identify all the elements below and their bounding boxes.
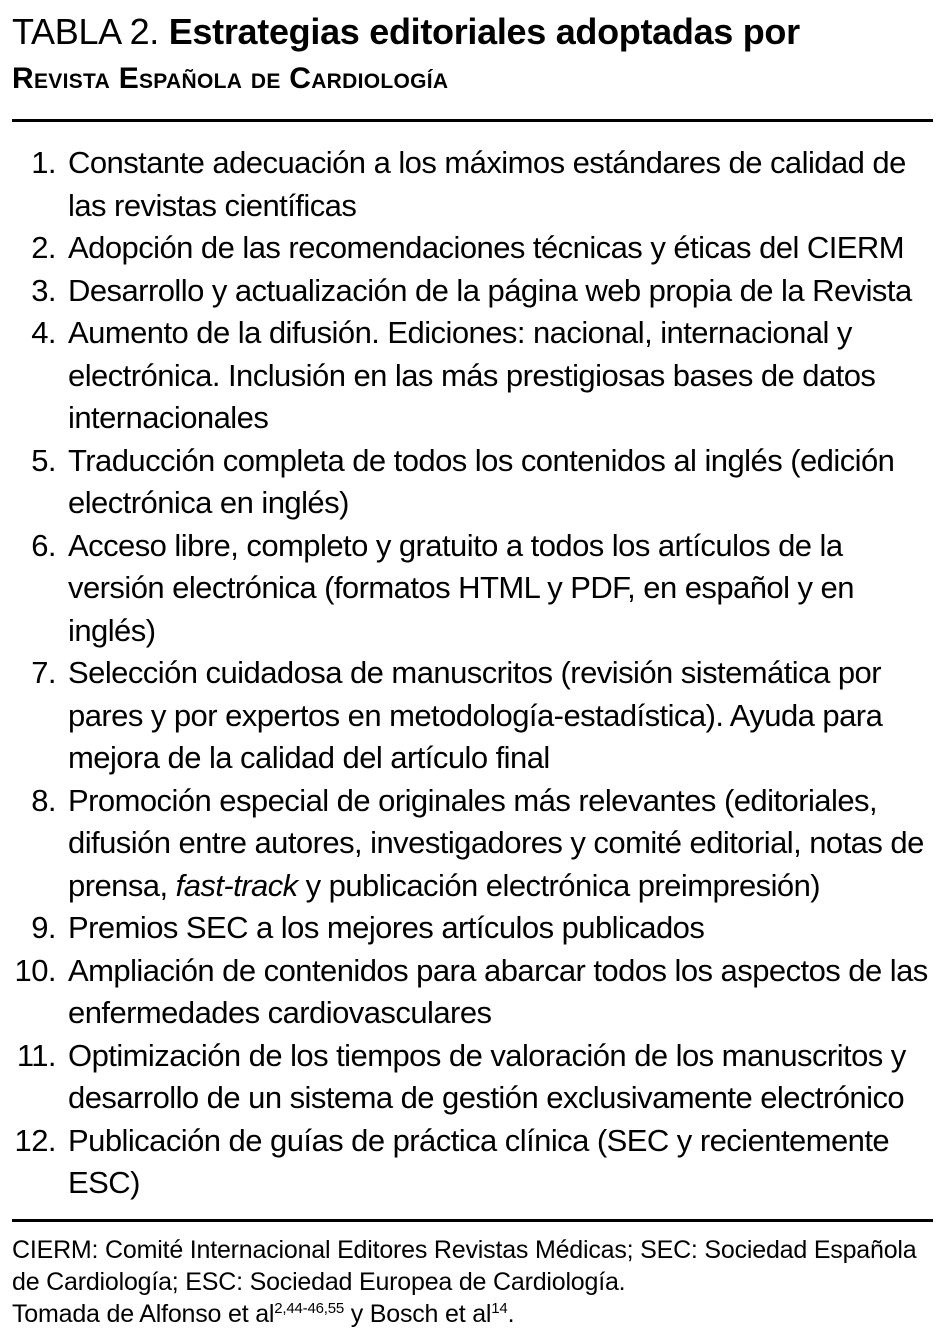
list-item	[12, 440, 933, 525]
item-text: Premios SEC a los mejores artículos publicados	[68, 910, 705, 945]
item-text: Traducción completa de todos los contenidos al inglés (edición electrónica en inglés)	[68, 442, 895, 520]
list-item	[12, 227, 933, 270]
source-note	[12, 1298, 933, 1330]
item-number: 10.	[14, 952, 56, 988]
item-number: 8.	[31, 782, 56, 818]
item-number: 11.	[16, 1037, 56, 1073]
list-item	[12, 270, 933, 313]
list-item	[12, 907, 933, 950]
table-label: TABLA 2.	[12, 11, 160, 52]
source-ref-1: 2,44-46,55	[274, 1299, 344, 1317]
list-item	[12, 652, 933, 780]
abbreviations-note: CIERM: Comité Internacional Editores Revistas Médicas; SEC: Sociedad Española de Cardiología; ESC: Sociedad Europea de Cardiología.	[12, 1235, 917, 1296]
list-item	[12, 525, 933, 653]
table-title	[12, 10, 933, 99]
item-text: Ampliación de contenidos para abarcar todos los aspectos de las enfermedades cardiovasculares	[68, 952, 928, 1030]
item-text: Selección cuidadosa de manuscritos (revisión sistemática por pares y por expertos en metodología-estadística). Ayuda para mejora de la calidad del artículo final	[68, 655, 883, 775]
item-text: Aumento de la difusión. Ediciones: nacional, internacional y electrónica. Inclusión en las más prestigiosas bases de datos internacionales	[68, 315, 876, 435]
item-text: Optimización de los tiempos de valoración de los manuscritos y desarrollo de un sistema de gestión exclusivamente electrónico	[68, 1037, 906, 1115]
item-number: 1.	[31, 145, 56, 180]
item-text: Acceso libre, completo y gratuito a todos los artículos de la versión electrónica (formatos HTML y PDF, en español y en inglés)	[68, 527, 854, 648]
item-number: 3.	[31, 272, 56, 308]
source-prefix: Tomada de Alfonso et al	[12, 1299, 275, 1328]
item-text: Desarrollo y actualización de la página web propia de la Revista	[68, 272, 912, 308]
item-text-after: y publicación electrónica preimpresión)	[297, 867, 821, 903]
table-title-text: Estrategias editoriales adoptadas por	[168, 11, 800, 52]
item-number: 4.	[31, 315, 56, 350]
item-text: Adopción de las recomendaciones técnicas y éticas del CIERM	[68, 230, 904, 265]
item-number: 7.	[31, 655, 56, 690]
item-text: Constante adecuación a los máximos estándares de calidad de las revistas científicas	[68, 145, 906, 223]
source-middle: y Bosch et al	[343, 1299, 492, 1328]
item-number: 12.	[14, 1122, 56, 1158]
item-number: 2.	[31, 230, 56, 265]
item-text-italic: fast-track	[175, 867, 298, 903]
strategy-list	[12, 122, 933, 1219]
list-item	[12, 1035, 933, 1120]
item-number: 5.	[31, 442, 56, 478]
item-text: Publicación de guías de práctica clínica (SEC y recientemente ESC)	[68, 1122, 890, 1200]
source-ref-2: 14	[491, 1299, 508, 1317]
item-number: 9.	[31, 910, 56, 945]
item-text-before: Promoción especial de originales más relevantes (editoriales, difusión entre autores, investigadores y comité editorial, notas de prensa,	[68, 782, 924, 903]
list-item	[12, 780, 933, 908]
list-item	[12, 142, 933, 227]
journal-name: Revista Española de Cardiología	[12, 62, 449, 95]
source-suffix: .	[507, 1299, 515, 1328]
list-item	[12, 312, 933, 440]
item-number: 6.	[31, 527, 56, 563]
list-item	[12, 950, 933, 1035]
list-item	[12, 1120, 933, 1205]
table-footnote	[12, 1222, 933, 1330]
